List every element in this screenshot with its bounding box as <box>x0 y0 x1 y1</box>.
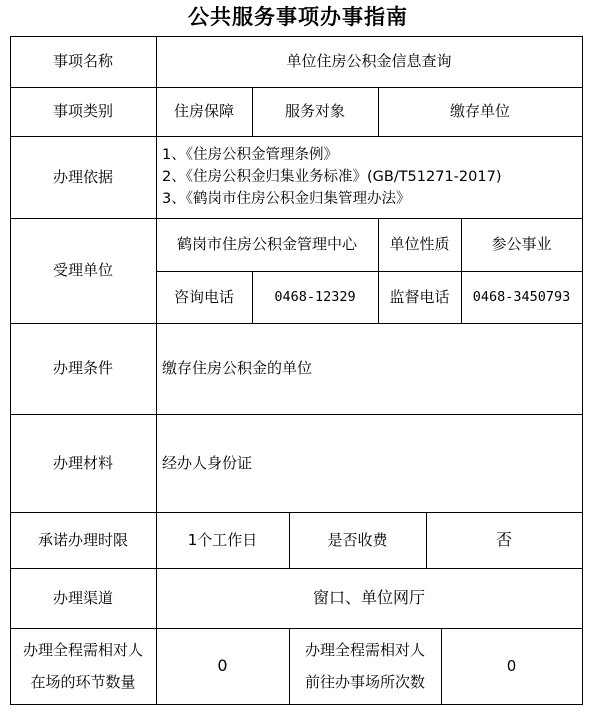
consult-phone-label: 咨询电话 <box>173 287 234 306</box>
service-object-value: 缴存单位 <box>449 102 510 121</box>
visits-count-label-line: 前往办事场所次数 <box>304 673 425 691</box>
onsite-steps-label <box>10 628 156 704</box>
row-divider <box>10 323 583 324</box>
row-divider <box>10 512 583 513</box>
service-object-label: 服务对象 <box>284 102 345 121</box>
agency-nature-label: 单位性质 <box>389 235 450 254</box>
column-divider <box>289 628 290 704</box>
time-limit-value: 1个工作日 <box>187 530 258 549</box>
category-value: 住房保障 <box>173 102 234 121</box>
row-divider <box>10 628 583 629</box>
visits-count-value: 0 <box>506 656 517 675</box>
visits-count-label-line: 办理全程需相对人 <box>304 641 425 659</box>
visits-count-label <box>289 628 441 704</box>
time-limit-label: 承诺办理时限 <box>37 530 128 549</box>
column-divider <box>441 628 442 704</box>
row-divider <box>10 218 583 219</box>
row-divider <box>10 87 583 88</box>
agency-nature-value: 参公事业 <box>491 235 552 254</box>
materials-value: 经办人身份证 <box>162 453 253 472</box>
consult-phone-value: 0468-12329 <box>274 288 356 305</box>
conditions-label: 办理条件 <box>52 359 113 378</box>
column-divider <box>289 512 290 568</box>
onsite-steps-value: 0 <box>217 656 228 675</box>
column-divider <box>252 87 253 136</box>
page-title: 公共服务事项办事指南 <box>188 4 408 29</box>
row-divider <box>10 414 583 415</box>
table-border <box>582 36 583 705</box>
column-divider <box>378 87 379 136</box>
item-name-value: 单位住房公积金信息查询 <box>286 52 452 71</box>
column-divider <box>426 512 427 568</box>
onsite-steps-label-line: 办理全程需相对人 <box>22 641 143 659</box>
basis-item: 3、《鹤岗市住房公积金归集管理办法》 <box>162 191 411 207</box>
item-name-label: 事项名称 <box>52 52 113 71</box>
supervise-phone-label: 监督电话 <box>389 287 450 306</box>
row-divider <box>10 568 583 569</box>
category-label: 事项类别 <box>52 102 113 121</box>
basis-list <box>156 136 582 218</box>
table-border <box>10 36 583 37</box>
basis-label: 办理依据 <box>52 167 113 186</box>
row-divider <box>156 271 583 272</box>
onsite-steps-label-line: 在场的环节数量 <box>30 673 136 691</box>
channel-value: 窗口、单位网厅 <box>312 588 425 607</box>
fee-value: 否 <box>495 530 512 549</box>
materials-label: 办理材料 <box>52 453 113 472</box>
row-divider <box>10 136 583 137</box>
agency-name: 鹤岗市住房公积金管理中心 <box>176 235 357 254</box>
column-divider <box>156 36 157 705</box>
column-divider <box>461 218 462 323</box>
table-border <box>10 36 11 705</box>
basis-item: 1、《住房公积金管理条例》 <box>162 147 338 163</box>
basis-item: 2、《住房公积金归集业务标准》(GB/T51271-2017) <box>162 169 502 185</box>
column-divider <box>378 218 379 323</box>
agency-label: 受理单位 <box>52 261 113 280</box>
table-border <box>10 704 583 705</box>
column-divider <box>252 271 253 323</box>
channel-label: 办理渠道 <box>52 588 113 607</box>
fee-label: 是否收费 <box>327 530 388 549</box>
supervise-phone-value: 0468-3450793 <box>472 288 571 305</box>
conditions-value: 缴存住房公积金的单位 <box>162 359 313 378</box>
